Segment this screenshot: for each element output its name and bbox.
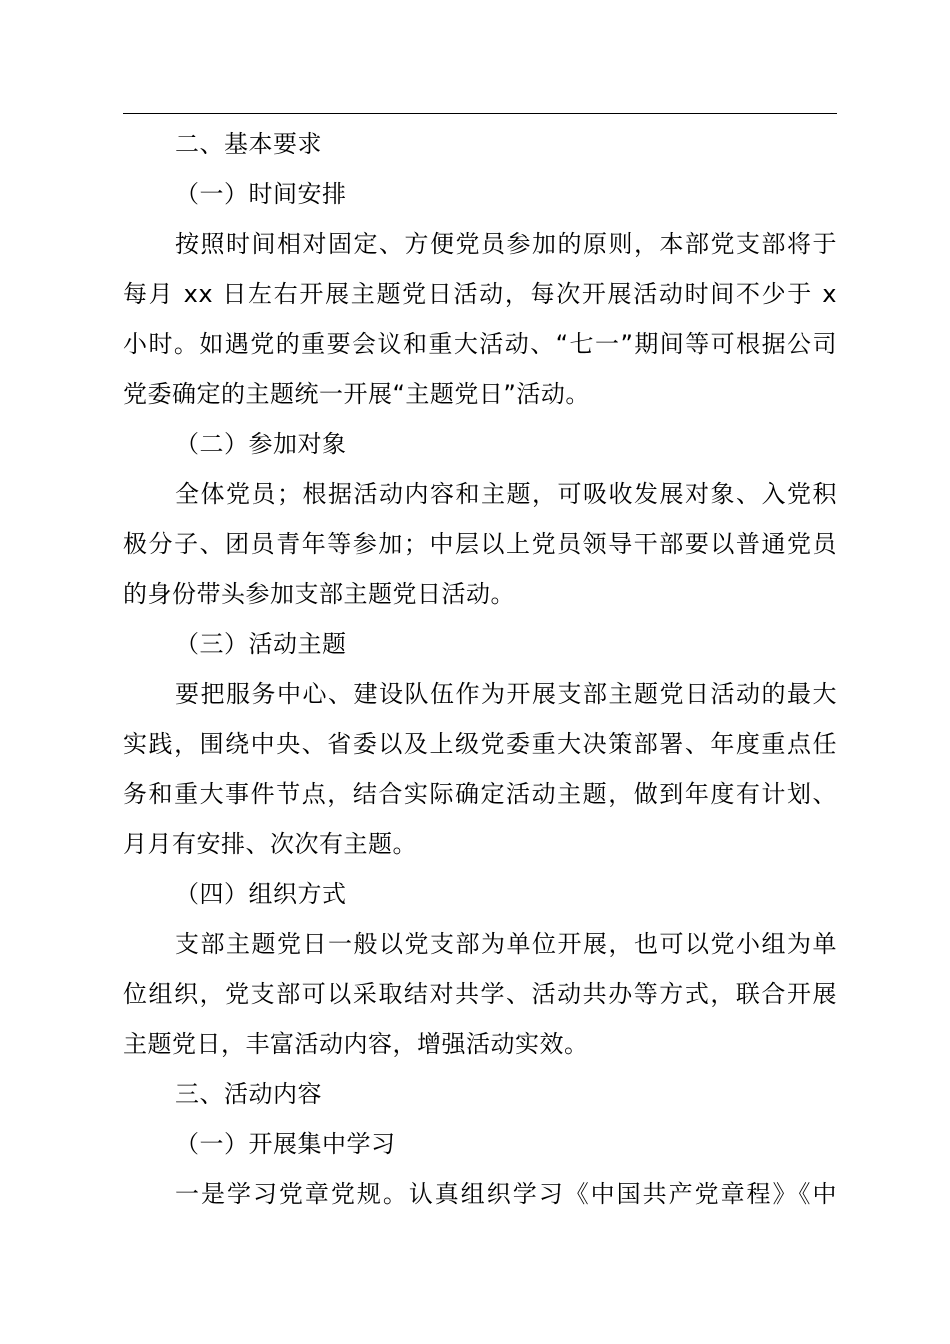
paragraph-line: 实践，围绕中央、省委以及上级党委重大决策部署、年度重点任 xyxy=(123,730,837,758)
paragraph-line: 一是学习党章党规。认真组织学习《中国共产党章程》《中 xyxy=(175,1180,837,1208)
paragraph-line: 的身份带头参加支部主题党日活动。 xyxy=(123,580,515,608)
paragraph-line: 按照时间相对固定、方便党员参加的原则，本部党支部将于 xyxy=(175,230,837,258)
paragraph-organization-method xyxy=(123,919,837,1069)
subheading-activity-theme: （三）活动主题 xyxy=(175,630,347,658)
paragraph-participants xyxy=(123,469,837,619)
section-heading-activity-content: 三、活动内容 xyxy=(175,1080,322,1108)
paragraph-line: 党委确定的主题统一开展“主题党日”活动。 xyxy=(123,380,590,408)
paragraph-line: 主题党日，丰富活动内容，增强活动实效。 xyxy=(123,1030,589,1058)
paragraph-line: 月月有安排、次次有主题。 xyxy=(123,830,417,858)
subheading-time-arrangement: （一）时间安排 xyxy=(175,180,347,208)
paragraph-line: 每月 xx 日左右开展主题党日活动，每次开展活动时间不少于 x xyxy=(123,280,837,308)
header-rule xyxy=(123,113,837,114)
document-body xyxy=(123,119,837,1219)
paragraph-line: 小时。如遇党的重要会议和重大活动、“七一”期间等可根据公司 xyxy=(123,330,837,358)
paragraph-line: 务和重大事件节点，结合实际确定活动主题，做到年度有计划、 xyxy=(123,780,837,808)
paragraph-activity-theme xyxy=(123,669,837,869)
paragraph-line: 全体党员；根据活动内容和主题，可吸收发展对象、入党积 xyxy=(175,480,837,508)
paragraph-line: 位组织，党支部可以采取结对共学、活动共办等方式，联合开展 xyxy=(123,980,837,1008)
paragraph-time-arrangement xyxy=(123,219,837,419)
subheading-centralized-study: （一）开展集中学习 xyxy=(175,1130,396,1158)
paragraph-line: 要把服务中心、建设队伍作为开展支部主题党日活动的最大 xyxy=(175,680,837,708)
paragraph-line: 极分子、团员青年等参加；中层以上党员领导干部要以普通党员 xyxy=(123,530,837,558)
subheading-participants: （二）参加对象 xyxy=(175,430,347,458)
section-heading-basic-requirements: 二、基本要求 xyxy=(175,130,322,158)
paragraph-centralized-study xyxy=(123,1169,837,1219)
paragraph-line: 支部主题党日一般以党支部为单位开展，也可以党小组为单 xyxy=(175,930,837,958)
subheading-organization-method: （四）组织方式 xyxy=(175,880,347,908)
